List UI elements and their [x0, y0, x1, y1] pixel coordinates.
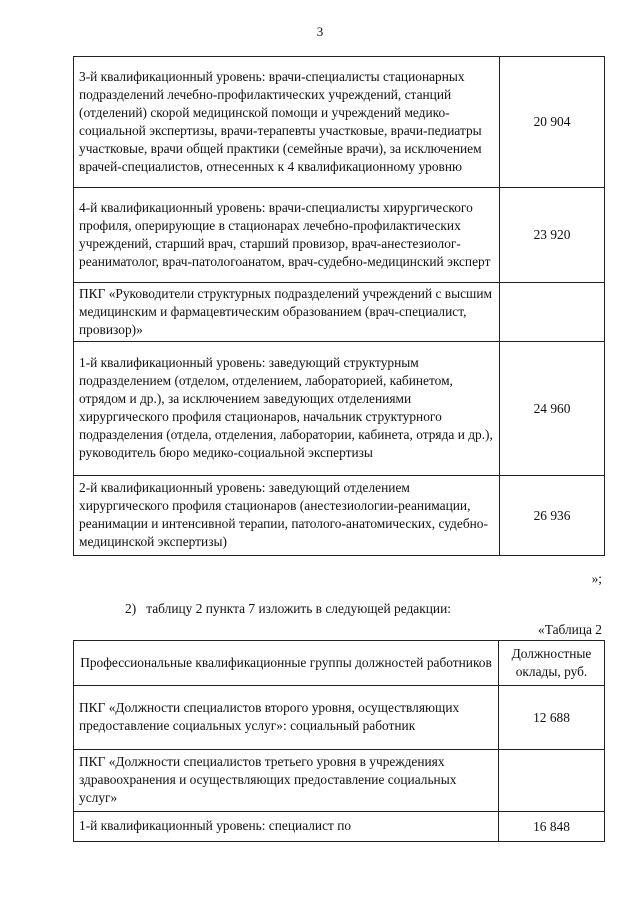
- salary-value: 24 960: [500, 342, 605, 476]
- table-caption: «Таблица 2: [538, 622, 602, 637]
- professional-group-description: ПКГ «Должности специалистов второго уровня, осуществляющих предоставление социальных услуг»: социальный работник: [74, 686, 499, 750]
- professional-group-heading: ПКГ «Руководители структурных подразделений учреждений с высшим медицинским и фармацевтическим образованием (врач-специалист, провизор)»: [74, 283, 500, 342]
- table-row: [74, 476, 605, 556]
- salary-value: 12 688: [499, 686, 605, 750]
- salary-value: 20 904: [500, 57, 605, 188]
- table-row: [74, 57, 605, 188]
- qualification-description: 1-й квалификационный уровень: заведующий структурным подразделением (отделом, отделением, лабораторией, кабинетом, отрядом и др.), за исключением заведующих отделениями хирургического профиля стационаров, начальник структурного подразделения (отдела, отделения, лаборатории, кабинета, отряда и др.), руководитель бюро медико-социальной экспертизы: [74, 342, 500, 476]
- salary-table-2: [73, 640, 605, 842]
- salary-value: [500, 283, 605, 342]
- table-row: [74, 283, 605, 342]
- salary-value: 23 920: [500, 188, 605, 283]
- amendment-instruction: 2) таблицу 2 пункта 7 изложить в следующей редакции:: [125, 601, 451, 616]
- salary-table-continued: [73, 56, 605, 556]
- table-row: [74, 342, 605, 476]
- qualification-description: 3-й квалификационный уровень: врачи-специалисты стационарных подразделений лечебно-профилактических учреждений, станций (отделений) скорой медицинской помощи и учреждений медико-социальной экспертизы, врачи-терапевты участковые, врачи-педиатры участковые, врачи общей практики (семейные врачи), за исключением врачей-специалистов, отнесенных к 4 квалификационному уровню: [74, 57, 500, 188]
- closing-quote-mark: »;: [591, 571, 602, 586]
- column-header-groups: Профессиональные квалификационные группы должностей работников: [74, 641, 499, 686]
- column-header-salary: Должностные оклады, руб.: [499, 641, 605, 686]
- table-header-row: [74, 641, 605, 686]
- salary-value: 16 848: [499, 812, 605, 842]
- salary-value: [499, 750, 605, 812]
- table-row: [74, 686, 605, 750]
- professional-group-heading: ПКГ «Должности специалистов третьего уровня в учреждениях здравоохранения и осуществляющих предоставление социальных услуг»: [74, 750, 499, 812]
- page-number: 3: [316, 24, 324, 39]
- table-row: [74, 812, 605, 842]
- qualification-description: 2-й квалификационный уровень: заведующий отделением хирургического профиля стационаров (анестезиологии-реанимации, реанимации и интенсивной терапии, патолого-анатомических, судебно-медицинской экспертизы): [74, 476, 500, 556]
- salary-value: 26 936: [500, 476, 605, 556]
- table-row: [74, 188, 605, 283]
- qualification-description: 4-й квалификационный уровень: врачи-специалисты хирургического профиля, оперирующие в стационарах лечебно-профилактических учреждений, старший врач, старший провизор, врач-анестезиолог-реаниматолог, врач-патологоанатом, врач-судебно-медицинский эксперт: [74, 188, 500, 283]
- qualification-description: 1-й квалификационный уровень: специалист по: [74, 812, 499, 842]
- table-row: [74, 750, 605, 812]
